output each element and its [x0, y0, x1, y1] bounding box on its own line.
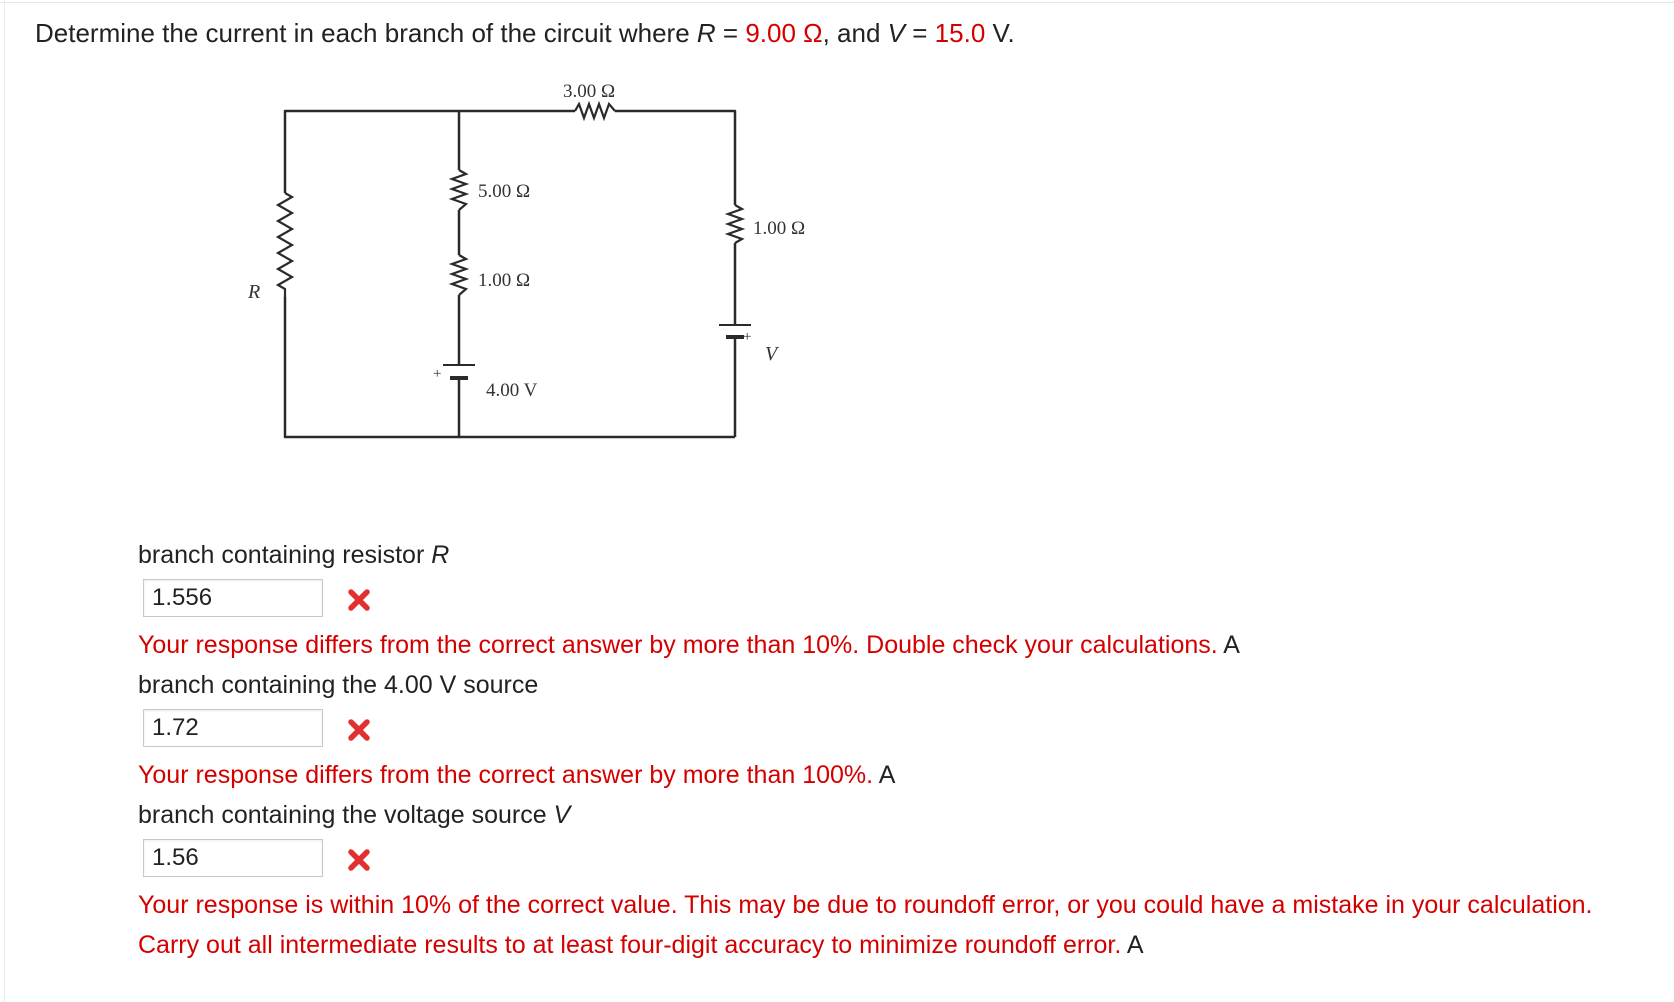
- question-eq1: =: [722, 18, 739, 48]
- resistor-1ohm-right-symbol: [728, 205, 742, 243]
- x-mark-icon: [346, 587, 372, 613]
- answers-section: [138, 535, 1658, 965]
- question-v-var: V: [887, 18, 906, 48]
- answer-3-prompt-text: branch containing the voltage source: [138, 801, 547, 829]
- question-v-value: 15.0: [934, 18, 986, 48]
- answer-3-prompt-var: V: [553, 801, 571, 829]
- page-top-border: [0, 2, 1674, 3]
- answer-1-prompt-text: branch containing resistor: [138, 541, 425, 569]
- label-v-var: V: [765, 343, 778, 365]
- label-1ohm-left: 1.00 Ω: [478, 270, 531, 291]
- question-text: [35, 16, 1015, 50]
- answer-2-unit: A: [878, 761, 896, 789]
- answer-1-prompt: [138, 535, 1658, 575]
- answer-3-row: [138, 839, 1658, 891]
- question-v-unit: V.: [992, 18, 1015, 48]
- question-r-var: R: [696, 18, 716, 48]
- label-1ohm-right: 1.00 Ω: [753, 218, 806, 239]
- answer-1-prompt-var: R: [431, 541, 450, 569]
- resistor-r-symbol: [278, 193, 292, 297]
- label-plus-right: +: [743, 329, 752, 345]
- label-5ohm: 5.00 Ω: [478, 181, 531, 202]
- label-r-var: R: [248, 281, 261, 303]
- wire-top-right: [615, 111, 735, 205]
- answer-1-row: [138, 579, 1658, 631]
- x-mark-icon: [346, 717, 372, 743]
- answer-1-feedback: [138, 625, 1658, 665]
- question-r-value: 9.00 Ω: [745, 18, 823, 48]
- resistor-1ohm-left-symbol: [452, 255, 466, 295]
- resistor-5ohm-symbol: [452, 170, 466, 210]
- answer-2-feedback-text: Your response differs from the correct answer by more than 100%.: [138, 761, 874, 789]
- label-4v: 4.00 V: [486, 380, 538, 401]
- page-left-border: [4, 0, 5, 1002]
- answer-3-input[interactable]: [143, 839, 323, 877]
- x-mark-icon: [346, 847, 372, 873]
- circuit-diagram: [230, 75, 850, 495]
- answer-1-input[interactable]: [143, 579, 323, 617]
- label-plus-left: +: [433, 366, 442, 382]
- answer-3-feedback: [138, 885, 1658, 965]
- label-3ohm: 3.00 Ω: [563, 81, 616, 102]
- wire-left-lower: [285, 297, 735, 437]
- answer-2-prompt: [138, 665, 1658, 705]
- resistor-3ohm-symbol: [575, 104, 615, 118]
- answer-2-input[interactable]: [143, 709, 323, 747]
- wire-left: [285, 111, 575, 193]
- question-mid: , and: [822, 18, 881, 48]
- answer-2-row: [138, 709, 1658, 761]
- answer-2-prompt-text: branch containing the 4.00 V source: [138, 671, 539, 699]
- answer-3-feedback-text: Your response is within 10% of the correct value. This may be due to roundoff error, or you could have a mistake in your calculation. Carry out all intermediate results to at least four-digit accuracy to minimize roundoff error.: [138, 891, 1593, 959]
- question-eq2: =: [912, 18, 928, 48]
- answer-1-unit: A: [1223, 631, 1240, 659]
- question-prefix: Determine the current in each branch of the circuit where: [35, 18, 690, 48]
- answer-2-feedback: [138, 755, 1658, 795]
- answer-1-feedback-text: Your response differs from the correct answer by more than 10%. Double check your calculations.: [138, 631, 1218, 659]
- answer-3-prompt: [138, 795, 1658, 835]
- answer-3-unit: A: [1126, 931, 1144, 959]
